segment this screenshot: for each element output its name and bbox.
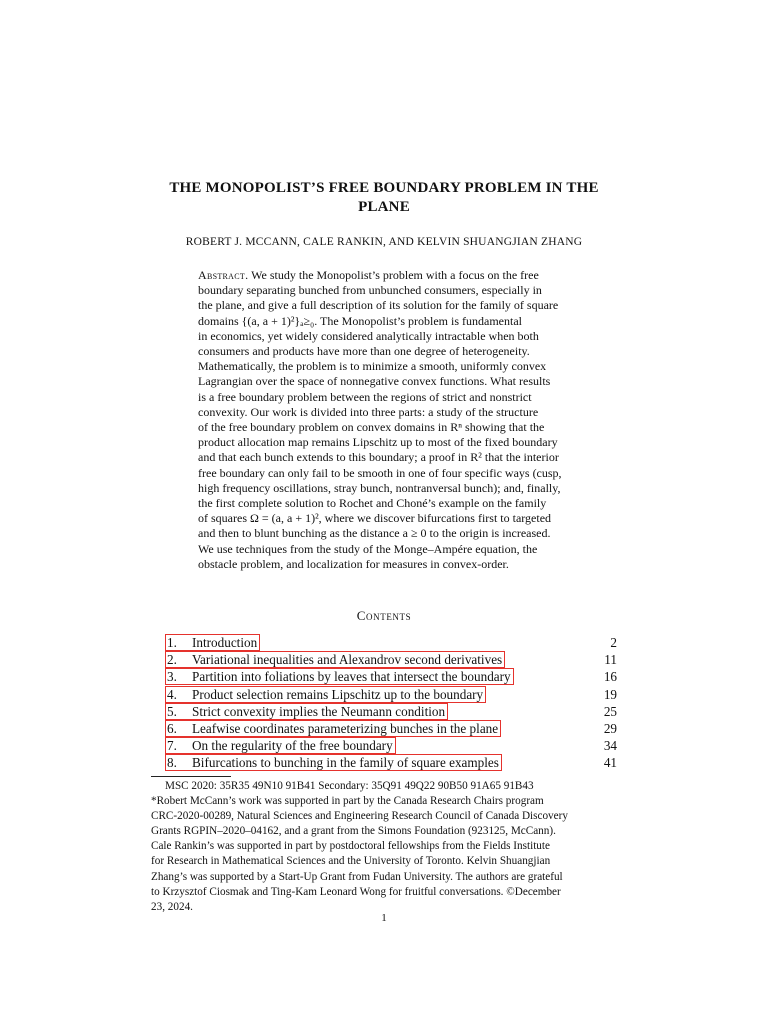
toc-link-regularity[interactable]: [165, 737, 396, 754]
abstract-line: and that each bunch extends to this boundary; a proof in R² that the interior: [198, 450, 559, 465]
toc-page-number: 25: [603, 703, 617, 719]
abstract-line: product allocation map remains Lipschitz up to most of the fixed boundary: [198, 435, 558, 450]
footnote-line: 23, 2024.: [151, 900, 193, 913]
toc-number: 2.: [167, 652, 177, 668]
toc-page-number: 29: [603, 720, 617, 736]
toc-page-number: 2: [610, 635, 617, 650]
abstract-line: domains {(a, a + 1)²}ₐ≥₀. The Monopolist’s problem is fundamental: [198, 313, 522, 328]
msc-classification: MSC 2020: 35R35 49N10 91B41 Secondary: 35Q91 49Q22 90B50 91A65 91B43: [165, 780, 534, 792]
toc-link-partition-foliations[interactable]: [165, 668, 514, 685]
abstract-line: in economics, yet widely considered analytically intractable when both: [198, 328, 539, 343]
toc-link-product-selection[interactable]: [165, 686, 486, 703]
contents-heading: Contents: [356, 608, 412, 623]
footnote-line: to Krzysztof Ciosmak and Ting-Kam Leonard Wong for fruitful conversations. ©December: [151, 885, 561, 898]
toc-link-introduction[interactable]: [165, 634, 260, 651]
toc-entry: [165, 754, 617, 771]
toc-entry: [165, 634, 617, 651]
abstract-line: We use techniques from the study of the Monge–Ampére equation, the: [198, 541, 538, 556]
toc-page-number: 16: [603, 669, 617, 685]
abstract-line: Mathematically, the problem is to minimize a smooth, uniformly convex: [198, 359, 547, 374]
table-of-contents: [165, 634, 617, 772]
toc-title: Variational inequalities and Alexandrov second derivatives: [192, 652, 503, 668]
abstract-line: consumers and products have more than one degree of heterogeneity.: [198, 344, 530, 359]
author-list: ROBERT J. MCCANN, CALE RANKIN, AND KELVIN SHUANGJIAN ZHANG: [185, 236, 583, 248]
toc-number: 7.: [167, 738, 177, 754]
toc-number: 6.: [167, 720, 177, 736]
abstract-line: [198, 268, 570, 283]
abstract-line: of the free boundary problem on convex domains in Rⁿ showing that the: [198, 420, 545, 435]
footnote-line: CRC-2020-00289, Natural Sciences and Engineering Research Council of Canada Discovery: [151, 810, 568, 823]
toc-number: 8.: [167, 755, 177, 771]
abstract-line: the plane, and give a full description of its solution for the family of square: [198, 298, 559, 313]
paper-title-line: PLANE: [358, 199, 410, 215]
toc-title: Bifurcations to bunching in the family of square examples: [192, 755, 499, 771]
abstract-line: obstacle problem, and localization for measures in convex-order.: [198, 556, 509, 571]
toc-entry: [165, 668, 617, 685]
toc-title: Product selection remains Lipschitz up to the boundary: [192, 686, 484, 702]
abstract-line: is a free boundary problem between the regions of strict and nonstrict: [198, 389, 532, 404]
toc-title: Introduction: [192, 635, 258, 650]
abstract-line: and then to blunt bunching as the distance a ≥ 0 to the origin is increased.: [198, 526, 551, 541]
toc-number: 3.: [167, 669, 177, 685]
abstract-line: Lagrangian over the space of nonnegative convex functions. What results: [198, 374, 551, 389]
toc-entry: [165, 737, 617, 754]
paper-title-line: THE MONOPOLIST’S FREE BOUNDARY PROBLEM IN THE: [169, 180, 599, 196]
toc-page-number: 11: [604, 652, 617, 668]
footnote-line: Cale Rankin’s was supported in part by postdoctoral fellowships from the Fields Institute: [151, 840, 550, 853]
abstract-text: We study the Monopolist’s problem with a focus on the free: [248, 268, 539, 282]
footnotes: [151, 779, 617, 915]
abstract-line: boundary separating bunched from unbunched consumers, especially in: [198, 283, 542, 298]
toc-entry: [165, 720, 617, 737]
abstract-line: free boundary can only fail to be smooth in one of four specific ways (cusp,: [198, 465, 562, 480]
toc-entry: [165, 686, 617, 703]
toc-page-number: 41: [603, 755, 617, 771]
toc-link-leafwise-coordinates[interactable]: [165, 720, 501, 737]
abstract-line: the first complete solution to Rochet and Choné’s example on the family: [198, 496, 547, 511]
toc-entry: [165, 703, 617, 720]
abstract-label: Abstract.: [198, 268, 249, 282]
footnote-line: *Robert McCann’s work was supported in part by the Canada Research Chairs program: [151, 795, 544, 808]
footnote-line: for Research in Mathematical Sciences and the University of Toronto. Kelvin Shuangjian: [151, 855, 551, 868]
footnote-line: Zhang’s was supported by a Start-Up Grant from Fudan University. The authors are grateful: [151, 870, 563, 883]
toc-page-number: 34: [603, 738, 617, 754]
toc-link-variational-inequalities[interactable]: [165, 651, 505, 668]
toc-title: Partition into foliations by leaves that intersect the boundary: [192, 669, 511, 685]
footnote-line: Grants RGPIN–2020–04162, and a grant from the Simons Foundation (923125, McCann).: [151, 825, 556, 838]
toc-title: Strict convexity implies the Neumann condition: [192, 703, 446, 719]
toc-entry: [165, 651, 617, 668]
toc-link-bifurcations[interactable]: [165, 754, 502, 771]
paper-title: [150, 179, 618, 217]
toc-title: Leafwise coordinates parameterizing bunches in the plane: [192, 720, 499, 736]
toc-link-strict-convexity[interactable]: [165, 703, 448, 720]
abstract-line: of squares Ω = (a, a + 1)², where we discover bifurcations first to targeted: [198, 511, 552, 526]
abstract-line: convexity. Our work is divided into three parts: a study of the structure: [198, 404, 539, 419]
abstract-line: high frequency oscillations, stray bunch, nontranversal bunch); and, finally,: [198, 480, 561, 495]
toc-page-number: 19: [603, 686, 617, 702]
toc-number: 5.: [167, 703, 177, 719]
toc-number: 1.: [167, 635, 177, 650]
abstract: [198, 268, 570, 572]
toc-number: 4.: [167, 686, 177, 702]
footnote-divider: [151, 776, 231, 777]
page-number: 1: [381, 912, 387, 924]
toc-title: On the regularity of the free boundary: [192, 738, 393, 754]
